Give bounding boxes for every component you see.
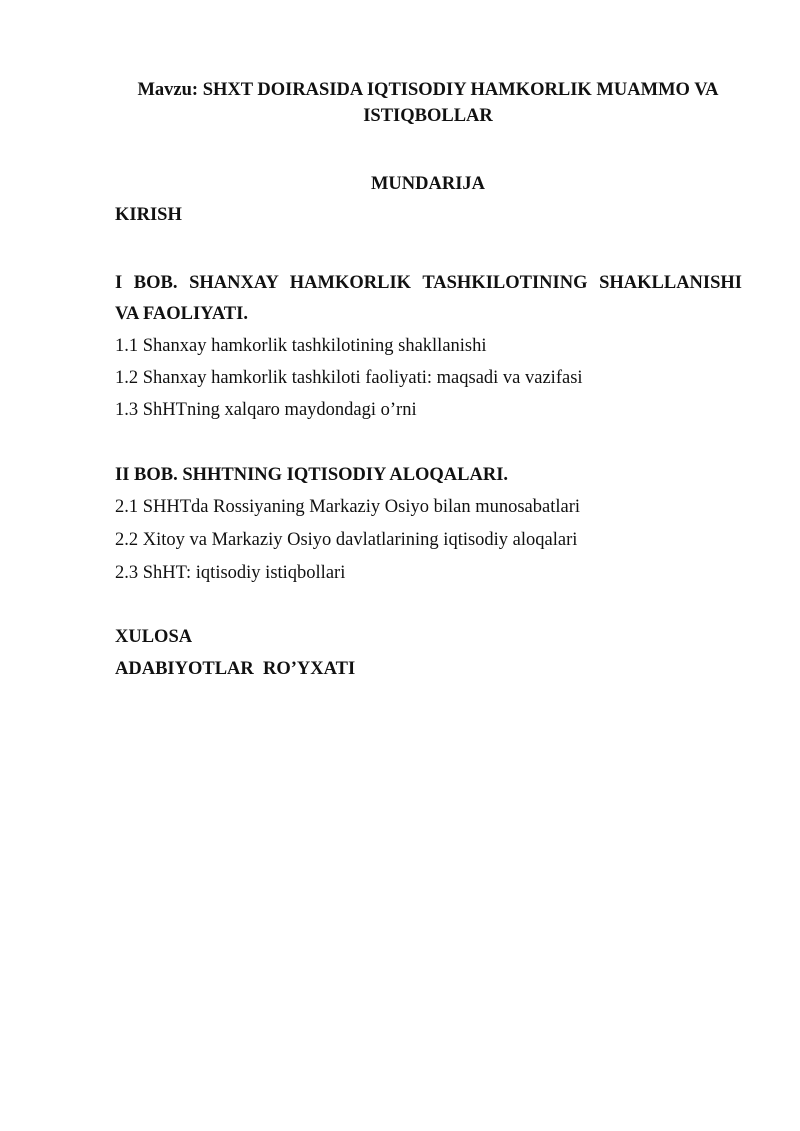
document-title: Mavzu: SHXT DOIRASIDA IQTISODIY HAMKORLIK MUAMMO VA ISTIQBOLLAR [137, 80, 719, 126]
toc-entry-conclusion: XULOSA [115, 627, 193, 647]
toc-item-2-2: 2.2 Xitoy va Markaziy Osiyo davlatlarining iqtisodiy aloqalari [115, 530, 578, 550]
toc-chapter1-heading [115, 268, 742, 330]
toc-entry-intro: KIRISH [115, 205, 182, 225]
toc-chapter1-heading-line2: VA FAOLIYATI. [115, 304, 248, 324]
toc-item-2-3: 2.3 ShHT: iqtisodiy istiqbollari [115, 563, 346, 583]
toc-chapter1-heading-line1: I BOB. SHANXAY HAMKORLIK TASHKILOTINING SHAKLLANISHI [115, 273, 742, 293]
contents-heading: MUNDARIJA [370, 174, 486, 194]
toc-item-1-3: 1.3 ShHTning xalqaro maydondagi o’rni [115, 400, 417, 420]
toc-entry-references: ADABIYOTLAR RO’YXATI [115, 659, 356, 679]
toc-item-1-1: 1.1 Shanxay hamkorlik tashkilotining shakllanishi [115, 336, 487, 356]
toc-item-1-2: 1.2 Shanxay hamkorlik tashkiloti faoliyati: maqsadi va vazifasi [115, 368, 583, 388]
toc-item-2-1: 2.1 SHHTda Rossiyaning Markaziy Osiyo bilan munosabatlari [115, 497, 581, 517]
toc-chapter2-heading: II BOB. SHHTNING IQTISODIY ALOQALARI. [115, 465, 509, 485]
